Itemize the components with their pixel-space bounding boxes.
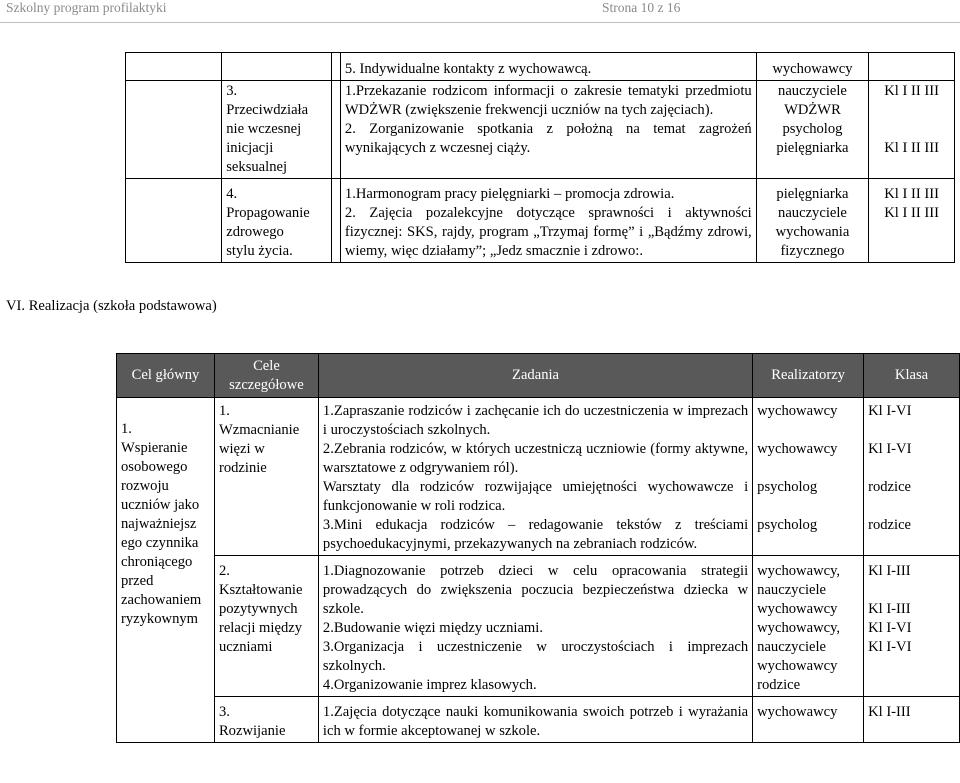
goal-cell: 4. Propagowanie zdrowego stylu życia.: [222, 179, 332, 263]
class-cell: Kl I II III Kl I II III: [869, 81, 955, 179]
who-cell: nauczyciele WDŻWR psycholog pielęgniarka: [756, 81, 869, 179]
column-header: Zadania: [318, 354, 752, 398]
class-cell: Kl I II III Kl I II III: [869, 179, 955, 263]
document-title: Szkolny program profilaktyki: [6, 0, 167, 15]
column-header: Cele szczegółowe: [214, 354, 318, 398]
column-header: Realizatorzy: [753, 354, 864, 398]
goal-cell: 3. Przeciwdziała nie wczesnej inicjacji seksualnej: [222, 81, 332, 179]
who-cell: wychowawcy: [753, 697, 864, 743]
table-row: [117, 398, 960, 556]
table-row: [126, 81, 955, 179]
task-cell: 1.Diagnozowanie potrzeb dzieci w celu opracowania strategii prowadzących do zwiększenia poczucia bezpieczeństwa dziecka w szkole. 2.Budowanie więzi między uczniami. 3.Organizacja i uczestniczenie w uroczystościach i imprezach szkolnych. 4.Organizowanie imprez klasowych.: [318, 556, 752, 697]
section-heading: VI. Realizacja (szkoła podstawowa): [6, 298, 217, 314]
who-cell: wychowawcy wychowawcy psycholog psycholog: [753, 398, 864, 556]
header-divider: [0, 22, 960, 23]
goals-table-part1: [125, 52, 955, 263]
column-header: Klasa: [864, 354, 960, 398]
who-cell: wychowawcy: [756, 53, 869, 81]
task-cell: 1.Zapraszanie rodziców i zachęcanie ich do uczestniczenia w imprezach i uroczystościach szkolnych. 2.Zebrania rodziców, w których uczestniczą uczniowie (formy aktywne, warsztatowe z odgrywaniem ról). Warsztaty dla rodziców rozwijające umiejętności wychowawcze i funkcjonowanie w roli rodzica. 3.Mini edukacja rodziców – redagowanie tekstów z treściami psychoedukacyjnymi, przekazywanych na zebraniach rodziców.: [318, 398, 752, 556]
sub-goal-cell: 1. Wzmacnianie więzi w rodzinie: [214, 398, 318, 556]
table-row: [126, 53, 955, 81]
main-goal-cell: 1. Wspieranie osobowego rozwoju uczniów jako najważniejsz ego czynnika chroniącego przed zachowaniem ryzykownym: [117, 398, 215, 743]
table-row: [117, 697, 960, 743]
class-cell: Kl I-III Kl I-III Kl I-VI Kl I-VI: [864, 556, 960, 697]
sub-goal-cell: 3. Rozwijanie: [214, 697, 318, 743]
task-cell: 1.Zajęcia dotyczące nauki komunikowania swoich potrzeb i wyrażania ich w formie akceptowanej w szkole.: [318, 697, 752, 743]
table-row: [117, 556, 960, 697]
sub-goal-cell: 2. Kształtowanie pozytywnych relacji między uczniami: [214, 556, 318, 697]
who-cell: wychowawcy, nauczyciele wychowawcy wychowawcy, nauczyciele wychowawcy rodzice: [753, 556, 864, 697]
class-cell: Kl I-III: [864, 697, 960, 743]
task-cell: 5. Indywidualne kontakty z wychowawcą.: [340, 53, 756, 81]
table-header-row: [117, 354, 960, 398]
page-number: Strona 10 z 16: [602, 0, 681, 15]
table-row: [126, 179, 955, 263]
class-cell: Kl I-VI Kl I-VI rodzice rodzice: [864, 398, 960, 556]
page-header: [0, 0, 960, 20]
who-cell: pielęgniarka nauczyciele wychowania fizycznego: [756, 179, 869, 263]
goals-table-part2: [116, 353, 960, 743]
task-cell: 1.Przekazanie rodzicom informacji o zakresie tematyki przedmiotu WDŻWR (zwiększenie frekwencji uczniów na tych zajęciach). 2. Zorganizowanie spotkania z położną na temat zagrożeń wynikających z wczesnej ciąży.: [340, 81, 756, 179]
task-cell: 1.Harmonogram pracy pielęgniarki – promocja zdrowia. 2. Zajęcia pozalekcyjne dotyczące sprawności i aktywności fizycznej: SKS, rajdy, program „Trzymaj formę” i „Bądźmy zdrowi, wiemy, więc działamy”; „Jedz smacznie i zdrowo:.: [340, 179, 756, 263]
column-header: Cel główny: [117, 354, 215, 398]
